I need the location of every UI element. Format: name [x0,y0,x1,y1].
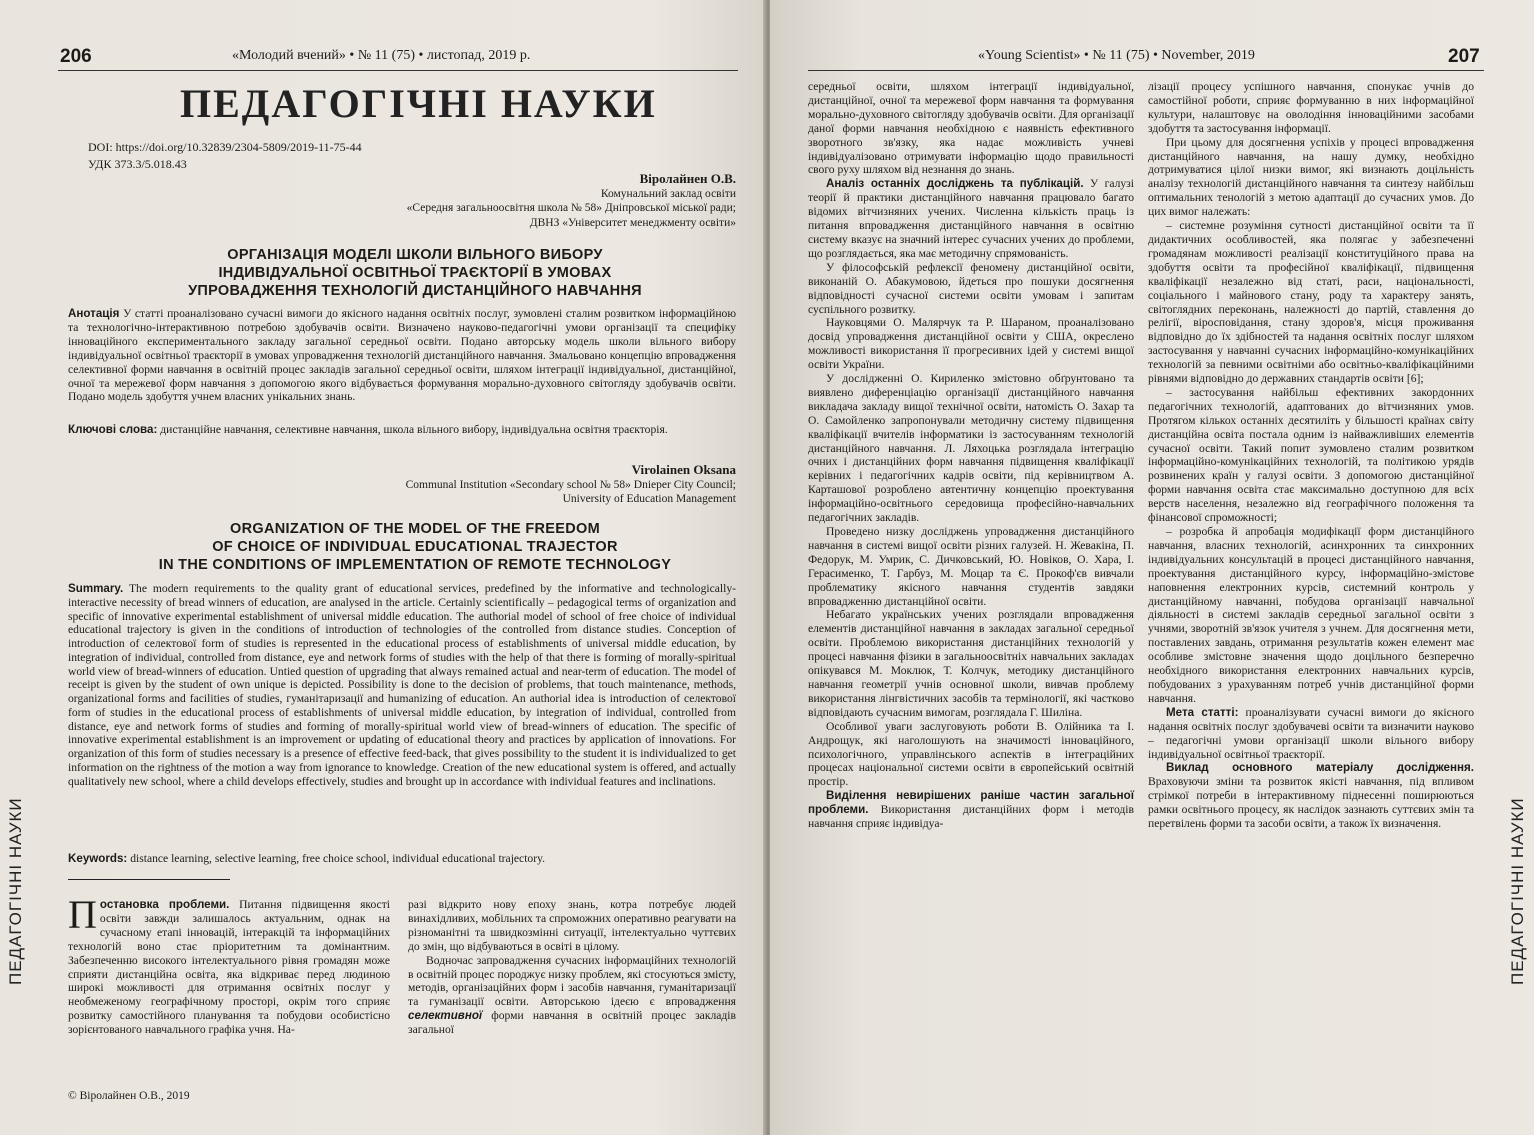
c4-paragraph-7: Враховуючи зміни та розвиток якісті навчання, під впливом стрімкої потреби в інтерактивному піднесенні поширюються рамки освітнього процесу, як наслідок зазнають суттєвих змін та перетвілень форми та засоби освіти, а також їх визначення. [1148,775,1474,831]
problem-statement [68,892,390,1037]
column-3 [808,80,1134,831]
keywords-ua [68,423,736,437]
c3-paragraph-7: Небагато українських учених розглядали впровадження елементів дистанційної навчання в закладах загальної середньої освіти. Проблемою використання дистанційних технологій у процесі навчання фізики в загальноосвітніх навчальних закладах опікувався М. Моклюк, Т. Колчук, методику дистанційного навчання геометрії учнів основної школи, вивчав проблему використання лінгвістичних засобів та термінології, які частково відповідають сучасним вимогам, розглядала Г. Шиліна. [808,608,1134,719]
c4-heading-2: Виклад основного матеріалу дослідження. [1166,761,1474,775]
title-en-line-2: OF CHOICE OF INDIVIDUAL EDUCATIONAL TRAJECTOR [212,539,618,555]
col2-p2-text-a: Водночас запровадження сучасних інформаційних технологій в освітній процес породжує низку проблем, які стосуються змісту, методів, організаційних форм і засобів навчання, гуманітаризації та гуманізації освіти. Авторською ідеєю є впровадження [408,953,736,1009]
abstract-text: У статті проаналізовано сучасні вимоги до якісного надання освітніх послуг, зумовлені сталим розвитком інформаційною та технологічно-інтерактивною потребою здобувачів освіти. Визначено науково-педагогічні умови організації та специфіку інноваційного експериментального закладу загальної середньої освіти. Подано авторську модель школи вільного вибору індивідуальної освітньої траєкторії в умовах упровадження технологій дистанційного навчання. Змальовано концепцію впровадження селективної форми навчання в освітній процес закладів загальної середньої освіти, шляхом інтеграції індивідуальної, дистанційної, очної та мережевої форм навчання з допомогою якого відбувається формування морально-духовного світогляду здобувачів освіти. Подано модель здобуття учнем власних унікальних знань. [68,307,736,404]
c3-paragraph-1: середньої освіти, шляхом інтеграції індивідуальної, дистанційної, очної та мережевої форм навчання та формування морально-духовного світогляду здобувачів освіти. Для організації даної форми навчання необхідною є наявність ефективного зворотного зв'язку, яка надає можливість учневі індивідуалізовано отримувати інформацію щодо правильності свого руху шляхом від незнання до знань. [808,80,1134,177]
column-2 [408,898,736,1037]
keywords-en [68,852,736,866]
running-header-left: «Молодий вчений» • № 11 (75) • листопад, 2019 р. [232,48,531,63]
c4-goal [1148,706,1474,762]
column-4 [1148,80,1474,831]
c3-heading-1: Аналіз останніх досліджень та публікацій. [826,177,1084,191]
col2-p2-text-b: форми навчання в освітній процес закладів загальної [408,1009,736,1037]
drop-cap: П [68,892,97,937]
page-number-left: 206 [60,46,92,67]
col2-p2-emphasis: селективної [408,1009,483,1023]
author-block-ua [407,172,736,230]
summary-en [68,582,736,788]
c4-main [1148,761,1474,831]
c4-paragraph-3: – системне розуміння сутності дистанційної освіти та її дидактичних особливостей, яка полягає у забезпеченні громадянам можливості реалізації конституційного права на здобуття освіти та професійної кваліфікації, підвищення кваліфікації незалежно від статі, раси, національності, соціального і майнового стану, роду та характеру занять, світоглядних переконань, належності до партій, ставлення до релігії, віросповідання, стану здоров'я, місця проживання відповідно до їх здібностей та надання освітніх послуг шляхом застосування у навчанні сучасних інформаційно-комунікаційних технологій за певними освітніми або освітньо-кваліфікаційними рівнями відповідно до державних стандартів освіти [6]; [1148,219,1474,386]
c3-paragraph-2: У галузі теорії й практики дистанційного навчання працювало багато відомих вітчизняних учених. Численна кількість праць із питання впровадження дистанційного навчання в освітню систему вказує на значний інтерес сучасних учених до проблеми, що розглядається, яка має методичну спрямованість. [808,177,1134,260]
c4-paragraph-4: – застосування найбільш ефективних закордонних педагогічних технологій, адаптованих до вітчизняних умов. Протягом кількох останніх десятиліть у більшості країнах світу дистанційна освіта постала одним із найважливіших елементів сучасної освіти. Такий попит зумовлено сталим розвитком інформаційно-комунікаційних технологій, та політикою урядів розвинених країн у галузі освіти. З допомогою дистанційної форми навчання освіта стає максимально доступною для всіх верств населення, незалежно від географічного положення та фінансової спроможності; [1148,385,1474,525]
left-page [0,0,766,1135]
abstract-label: Анотація [68,307,120,320]
c4-heading-1: Мета статті: [1166,705,1239,719]
col2-paragraph-1: разі відкрито нову епоху знань, котра потребує людей винахідливих, мобільних та спроможних оперативно реагувати на різноманітні та швидкозмінні ситуації, інтелектуально чуттєвих до змін, що відбуваються в освіті в цілому. [408,898,736,953]
keywords-text-ua: дистанційне навчання, селективне навчання, школа вільного вибору, індивідуальна освітня траєкторія. [160,423,668,436]
c3-paragraph-8: Особливої уваги заслуговують роботи В. Олійника та І. Андрощук, які наголошують на значимості інноваційного, психологічного, управлінського аспектів в інтеграційних процесах національної системи освіти в європейський освітній простір. [808,719,1134,789]
keywords-text-en: distance learning, selective learning, free choice school, individual educational trajectory. [130,852,546,865]
c3-analysis [808,177,1134,260]
summary-label: Summary. [68,582,124,595]
column-1 [68,892,390,1037]
title-en-line-1: ORGANIZATION OF THE MODEL OF THE FREEDOM [230,521,600,537]
abstract-ua [68,307,736,404]
title-ua-line-3: УПРОВАДЖЕННЯ ТЕХНОЛОГІЙ ДИСТАНЦІЙНОГО НАВЧАННЯ [188,283,642,299]
running-header-right: «Young Scientist» • № 11 (75) • November, 2019 [978,48,1255,63]
affiliation-ua-2: «Середня загальноосвітня школа № 58» Дніпровської міської ради; [406,202,736,214]
c3-heading-2: Виділення невирішених раніше частин загальної проблеми. [808,789,1134,817]
doi: DOI: https://doi.org/10.32839/2304-5809/2019-11-75-44 [88,140,362,154]
side-label-right: ПЕДАГОГІЧНІ НАУКИ [1508,797,1527,985]
author-block-en [406,463,736,507]
affiliation-en-1: Communal Institution «Secondary school № 58» Dnieper City Council; [405,478,736,491]
article-title-en [90,520,740,574]
c4-paragraph-5: – розробка й апробація модифікації форм дистанційного навчання, власних технологій, асинхронних та синхронних індивідуальних консультацій в процесі дистанційного навчання, проектування дистанційного курсу, інформаційно-змістове наповнення електронних курсів, системний контроль у дистанційному навчанні, побудова організації навчальної діяльності в системі закладів середньої загальної освіти з учнями, зворотній зв'язок учителя з учнем. Для досягнення мети, поставлених завдань, отримання результатів кожен елемент має особливе змістовне значення щодо доцільного безперечно необхідного використання електронних навчальних курсів, побудованих з урахуванням потреб учнів дистанційної форми навчання. [1148,525,1474,705]
c3-unresolved [808,789,1134,831]
c3-paragraph-3: У філософській рефлексії феномену дистанційної освіти, виконаній О. Абакумовою, йдеться про пошуки досягнення відповідності сучасної системи освіти умовам і запитам суспільного розвитку. [808,260,1134,316]
c3-paragraph-4: Науковцями О. Малярчук та Р. Шараном, проаналізовано досвід упровадження дистанційної освіти у США, окреслено можливості використання її прогресивних ідей у системі вищої освіти України. [808,316,1134,372]
title-ua-line-2: ІНДИВІДУАЛЬНОЇ ОСВІТНЬОЇ ТРАЄКТОРІЇ В УМОВАХ [218,265,612,281]
keywords-label-en: Keywords: [68,852,128,865]
copyright: © Віролайнен О.В., 2019 [68,1090,190,1102]
c4-paragraph-6: проаналізувати сучасні вимоги до якісного надання освітніх послуг здобувачеві освіти та визначити науково – педагогічні умови організації школи вільного вибору індивідуальної освітньої траєкторії. [1148,705,1474,761]
page-number-right: 207 [1448,46,1480,67]
section-title: ПЕДАГОГІЧНІ НАУКИ [180,81,657,126]
col2-paragraph-2 [408,954,736,1037]
author-name-ua: Віролайнен О.В. [639,171,736,186]
c3-paragraph-6: Проведено низку досліджень упровадження дистанційного навчання в системі вищої освіти різних галузей. Н. Жевакіна, П. Федорук, М. Умрик, С. Дичковський, Ю. Новіков, О. Хара, І. Герасименко, Т. Гарбуз, М. Моцар та Є. Прокоф'єв вивчали проблематику якісного навчання студентів завдяки впровадженню дистанційної освіти. [808,525,1134,608]
c4-paragraph-1: лізації процесу успішного навчання, спонукає учнів до самостійної роботи, сприяє формуванню в них інформаційної культури, налаштовує на оволодіння інноваційними засобами здобуття та застосування інформації. [1148,80,1474,135]
header-rule-left [58,70,738,71]
affiliation-ua-1: Комунальний заклад освіти [600,187,736,200]
keywords-label-ua: Ключові слова: [68,423,158,436]
article-title-ua [90,246,740,300]
affiliation-ua-3: ДВНЗ «Університет менеджменту освіти» [529,216,736,229]
title-en-line-3: IN THE CONDITIONS OF IMPLEMENTATION OF REMOTE TECHNOLOGY [158,557,672,573]
title-ua-line-1: ОРГАНІЗАЦІЯ МОДЕЛІ ШКОЛИ ВІЛЬНОГО ВИБОРУ [227,247,603,263]
right-page [770,0,1534,1135]
problem-text: Питання підвищення якості освіти завжди залишалось актуальним, однак на сучасному етапі інновацій, інтеракцій та інформаційних технологій воно стає пріоритетним та домінантним. Забезпеченню високого інтелектуального рівня громадян може сприяти дистанційна освіта, яка відкриває перед людиною широкі можливості для отримання освітніх послуг у необмеженому географічному просторі, окрім того сприяє розвитку самостійного планування та побудови особистісно зорієнтованого навчального графіка учня. На- [68,898,390,1037]
author-name-en: Virolainen Oksana [631,462,736,477]
c4-paragraph-2: При цьому для досягнення успіхів у процесі впровадження дистанційного навчання, на нашу думку, необхідно дотримуватися цілої низки вимог, які визнають доцільність аналізу технологій дистанційного навчання та синтезу найбільш оптимальних тенологій з метою адаптації до сучасних умов. До цих вимог належать: [1148,135,1474,219]
affiliation-en-2: University of Education Management [562,493,736,505]
c3-paragraph-5: У дослідженні О. Кириленко змістовно обґрунтовано та виявлено диференціацію організації дистанційного навчання викладача закладу вищої технічної освіти, натомість О. Захар та О. Самойленко запропонували методичну систему підвищення кваліфікації вчителів інформатики із застосуванням технологій дистанційного навчання. Л. Ляхоцька розглядала інтеграцію очних і дистанційних форм навчання підвищення кваліфікації керівних і педагогічних кадрів освіти, під керівництвом А. Карташової розроблено автентичну концепцію проектування інформаційно-освітнього середовища професійно-навчальних педагогічних закладів. [808,372,1134,525]
separator-rule [68,879,230,880]
c3-paragraph-9: Використання дистанційних форм і методів навчання сприяє індивідуа- [808,803,1134,831]
problem-heading: остановка проблеми. [99,898,230,911]
summary-text: The modern requirements to the quality grant of educational services, predefined by the informative and technologically-interactive necessity of bread winners of education, are analysed in the article. Certainly scientifically – pedagogical terms of organization and specific of innovative experimental establishment of universal middle education. The authorial model of school of free choice of individual educational trajectory is given in the conditions of introduction of technologies of the controlled from distance studies. Conception of introduction of селектової form of studies is represented in the educational process of establishments of universal middle education, by integration of individual, controlled from distance, eye and network forms of studies with the help of that there is forming of morally-spiritual world view of bread-winners of education. Untied question of upgrading that always remained actual and near-term of education. The model of receipt is given by the student of own unique is depicted. Possibility is done to the decision of problems, that touch maintenance, methods, organizational forms and facilities of studies, гуманітаризації and humanizing of education. An authorial idea is introduction of селектової form of studies in the educational process of establishments of universal middle education, by integration of individual, controlled from distance, eye and network forms of studies and forming of morally-spiritual world view of bread-winners of education. The specific of innovative experimental establishment is an improvement or updating of educational theory and practices by application of innovations. For organization of this form of studies necessary is a presence of effective feed-back, that gives possibility to the student it is individualized to get information on the rightness of the motion a way from ignorance to knowledge. Creation of the new educational system is offered, and actually qualitatively new school, where a child develops effectively, studies and brought up in accordance with individual features and inclinations. [68,582,736,788]
side-label-left: ПЕДАГОГІЧНІ НАУКИ [6,797,25,985]
udk: УДК 373.3/5.018.43 [88,157,187,171]
header-rule-right [808,70,1484,71]
